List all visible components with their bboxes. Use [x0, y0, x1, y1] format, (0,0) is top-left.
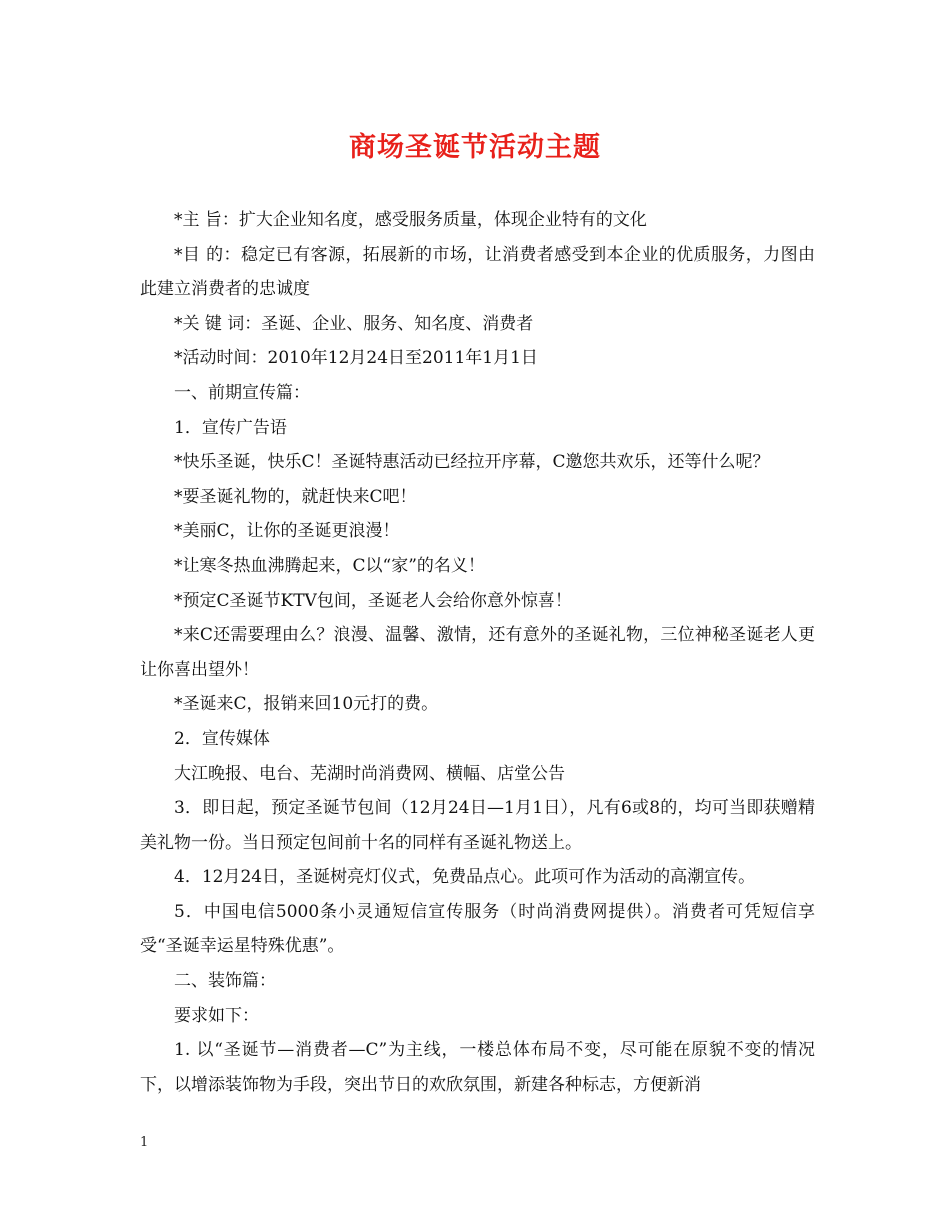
paragraph: 二、装饰篇：: [174, 971, 276, 992]
paragraph: 一、前期宣传篇：: [174, 382, 310, 403]
paragraph: *美丽C，让你的圣诞更浪漫！: [174, 521, 400, 542]
paragraph: *活动时间：2010年12月24日至2011年1月1日: [174, 348, 538, 369]
paragraph: *主 旨：扩大企业知名度，感受服务质量，体现企业特有的文化: [174, 210, 647, 230]
document-body: [140, 203, 815, 1102]
page-number: 1: [140, 1135, 149, 1150]
paragraph: *要圣诞礼物的，就赶快来C吧！: [174, 486, 417, 507]
paragraph: *圣诞来C，报销来回10元打的费。: [174, 694, 439, 715]
document-title: 商场圣诞节活动主题: [349, 132, 601, 163]
paragraph: *目 的：稳定已有客源，拓展新的市场，让消费者感受到本企业的优质服务，力图由此建立消费者的忠诚度: [140, 244, 815, 300]
paragraph: 大江晚报、电台、芜湖时尚消费网、横幅、店堂公告: [174, 763, 565, 784]
paragraph: 5．中国电信5000条小灵通短信宣传服务（时尚消费网提供）。消费者可凭短信享受“圣诞幸运星特殊优惠”。: [140, 901, 815, 957]
paragraph: *快乐圣诞，快乐C！圣诞特惠活动已经拉开序幕，C邀您共欢乐，还等什么呢？: [174, 452, 770, 473]
paragraph: 4．12月24日，圣诞树亮灯仪式，免费品点心。此项可作为活动的高潮宣传。: [174, 867, 756, 888]
paragraph: 要求如下：: [174, 1005, 259, 1026]
paragraph: 2．宣传媒体: [174, 728, 270, 749]
paragraph: *关 键 词：圣诞、企业、服务、知名度、消费者: [174, 313, 534, 334]
paragraph: *预定C圣诞节KTV包间，圣诞老人会给你意外惊喜！: [174, 590, 572, 611]
paragraph: *来C还需要理由么？浪漫、温馨、激情，还有意外的圣诞礼物，三位神秘圣诞老人更让你喜出望外！: [140, 625, 815, 680]
paragraph: 1．宣传广告语: [174, 417, 287, 438]
paragraph: 1. 以“圣诞节—消费者—C”为主线，一楼总体布局不变，尽可能在原貌不变的情况下，以增添装饰物为手段，突出节日的欢欣氛围，新建各种标志，方便新消: [140, 1040, 815, 1095]
paragraph: 3．即日起，预定圣诞节包间（12月24日—1月1日），凡有6或8的，均可当即获赠精美礼物一份。当日预定包间前十名的同样有圣诞礼物送上。: [140, 798, 815, 853]
paragraph: *让寒冬热血沸腾起来，C以“家”的名义！: [174, 555, 485, 576]
